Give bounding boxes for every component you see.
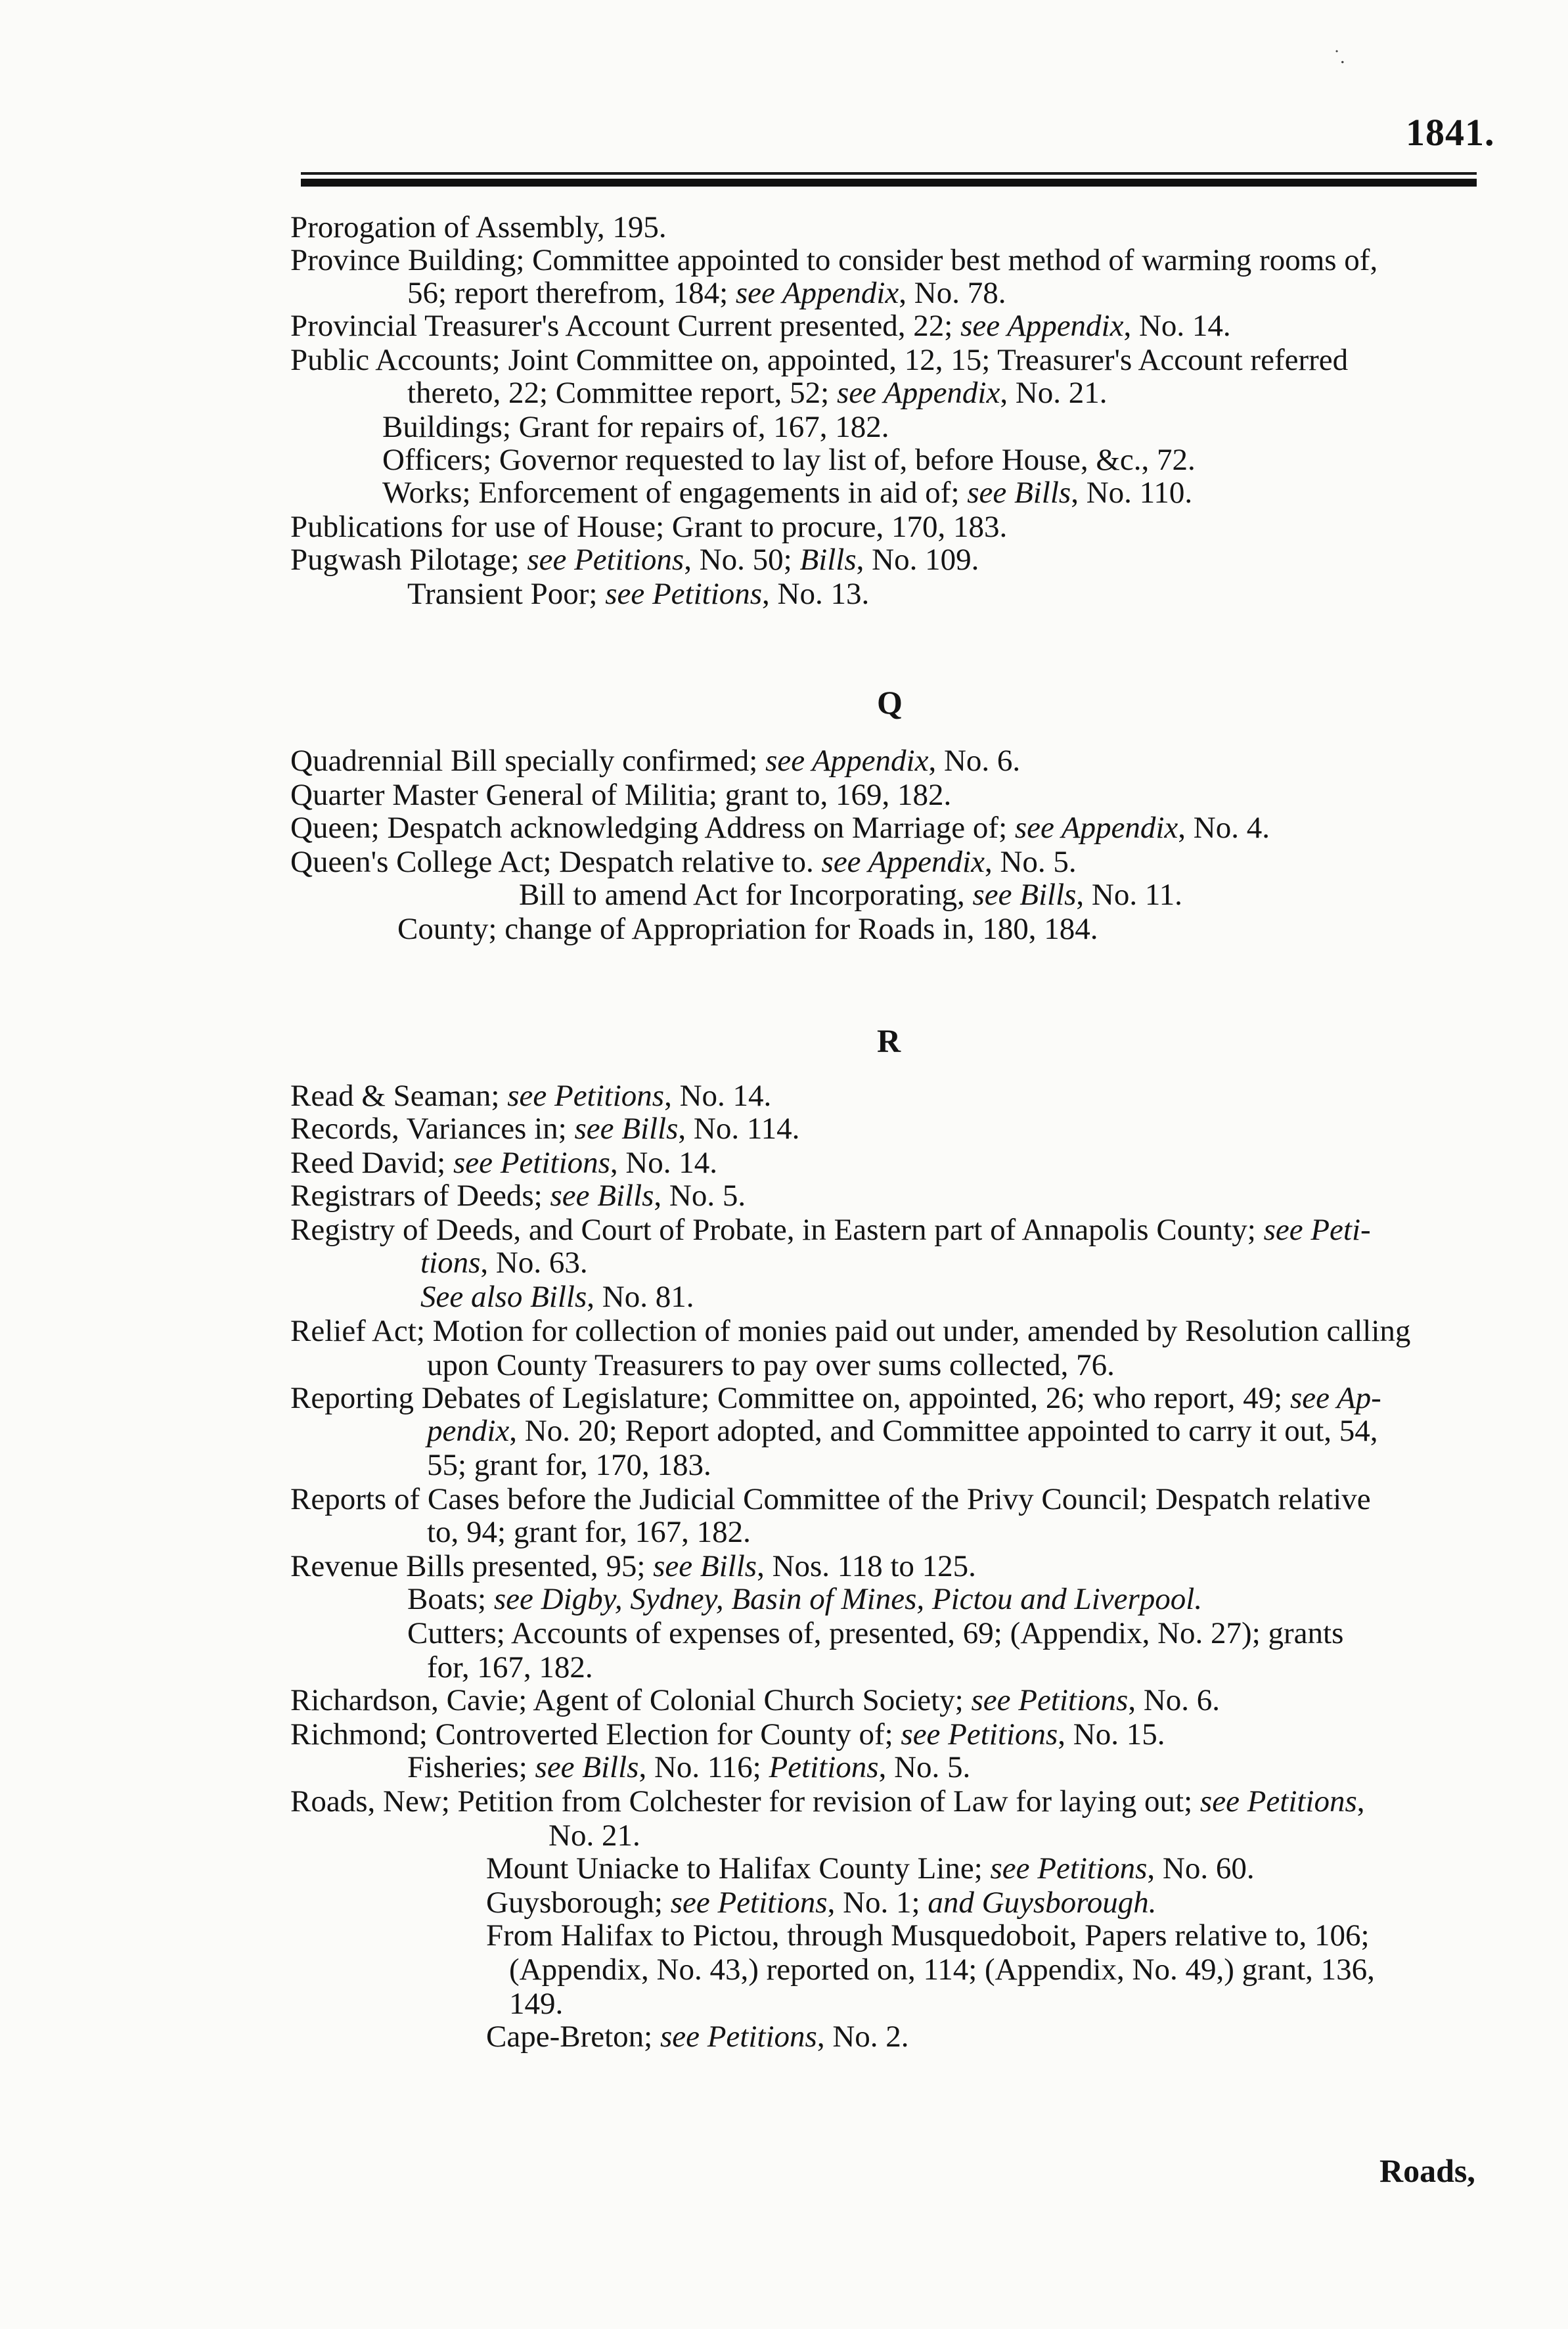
index-line: [549, 1817, 640, 1854]
index-text: , No. 4.: [1178, 811, 1270, 845]
italic-reference: see Petitions: [507, 1079, 665, 1113]
index-text: , No. 13.: [762, 577, 870, 611]
index-text: Public Accounts; Joint Committee on, appointed, 12, 15; Treasurer's Account referred: [290, 343, 1349, 377]
index-text: Works; Enforcement of engagements in aid of;: [382, 476, 968, 510]
index-text: , No. 81.: [587, 1280, 694, 1314]
index-text: , Nos. 118 to 125.: [757, 1549, 976, 1583]
index-text: County; change of Appropriation for Roads in, 180, 184.: [397, 912, 1098, 946]
italic-reference: and Guysborough.: [928, 1886, 1157, 1920]
index-line: [420, 1278, 694, 1315]
index-line: [427, 1413, 1378, 1449]
index-line: [427, 1649, 593, 1686]
index-text: Revenue Bills presented, 95;: [290, 1549, 654, 1583]
section-letter-r: R: [877, 1022, 901, 1059]
italic-reference: see Peti-: [1263, 1213, 1371, 1247]
index-line: [290, 844, 1077, 880]
index-line: [486, 1850, 1255, 1887]
index-line: [427, 1347, 1115, 1384]
index-text: 149.: [509, 1987, 564, 2021]
index-text: , No. 5.: [878, 1750, 971, 1784]
index-line: [290, 1211, 1371, 1248]
index-line: [382, 441, 1196, 478]
index-text: , No. 14.: [1123, 309, 1231, 343]
index-text: Boats;: [407, 1582, 494, 1616]
index-text: , No. 1;: [827, 1886, 928, 1920]
index-line: [519, 876, 1182, 913]
index-text: , No. 15.: [1058, 1717, 1165, 1752]
italic-reference: see Appendix: [765, 744, 929, 778]
index-text: Prorogation of Assembly, 195.: [290, 210, 667, 244]
index-text: 56; report therefrom, 184;: [407, 276, 736, 310]
index-line: [509, 1985, 563, 2022]
index-line: [290, 1783, 1365, 1820]
index-text: Queen's College Act; Despatch relative to.: [290, 845, 822, 879]
index-line: [407, 1615, 1343, 1652]
index-text: to, 94; grant for, 167, 182.: [427, 1515, 751, 1549]
index-line: [397, 911, 1098, 947]
index-text: Registry of Deeds, and Court of Probate, in Eastern part of Annapolis County;: [290, 1213, 1264, 1247]
index-text: , No. 14.: [610, 1146, 718, 1180]
index-line: [290, 1380, 1381, 1416]
index-line: [407, 1581, 1202, 1617]
index-text: , No. 2.: [817, 2020, 909, 2054]
index-text: , No. 116;: [638, 1750, 769, 1784]
italic-reference: see Petitions: [971, 1683, 1129, 1717]
index-text: Provincial Treasurer's Account Current presented, 22;: [290, 309, 961, 343]
index-text: , No. 63.: [480, 1246, 588, 1280]
italic-reference: tions: [420, 1246, 481, 1280]
index-line: [290, 1144, 717, 1181]
index-line: [290, 541, 979, 578]
index-line: [486, 2018, 909, 2055]
index-text: Buildings; Grant for repairs of, 167, 182.: [382, 410, 889, 444]
index-text: 55; grant for, 170, 183.: [427, 1448, 711, 1482]
index-line: [407, 1749, 970, 1786]
index-text: , No. 114.: [678, 1112, 800, 1146]
index-text: , No. 5.: [984, 845, 1077, 879]
italic-reference: Petitions: [769, 1750, 879, 1784]
index-text: Fisheries;: [407, 1750, 535, 1784]
index-text: Province Building; Committee appointed to consider best method of warming rooms of,: [290, 243, 1378, 277]
index-text: Richmond; Controverted Election for County of;: [290, 1717, 901, 1752]
index-line: [290, 209, 667, 246]
italic-reference: see Petitions: [990, 1851, 1148, 1886]
italic-reference: see Appendix: [960, 309, 1124, 343]
index-text: ,: [1356, 1784, 1365, 1819]
index-text: Cutters; Accounts of expenses of, presented, 69; (Appendix, No. 27); grants: [407, 1616, 1344, 1650]
italic-reference: see Digby, Sydney, Basin of Mines, Pictou and Liverpool.: [493, 1582, 1203, 1616]
header-rule-thin: [301, 172, 1477, 175]
index-line: [290, 1110, 799, 1147]
index-line: [427, 1514, 751, 1550]
index-text: , No. 21.: [1000, 376, 1108, 410]
index-line: [407, 275, 1006, 311]
index-text: , No. 78.: [899, 276, 1006, 310]
italic-reference: see Petitions: [660, 2020, 817, 2054]
italic-reference: see Bills: [535, 1750, 639, 1784]
index-line: [407, 374, 1108, 411]
italic-reference: see Appendix: [1014, 811, 1178, 845]
italic-reference: see Petitions: [527, 543, 684, 577]
index-line: [290, 1682, 1220, 1719]
italic-reference: see Petitions: [670, 1886, 828, 1920]
index-text: , No. 110.: [1071, 476, 1193, 510]
index-line: [290, 307, 1231, 344]
catchword: Roads,: [1379, 2152, 1475, 2189]
index-line: [290, 777, 951, 813]
index-text: Read & Seaman;: [290, 1079, 508, 1113]
italic-reference: see Bills: [967, 476, 1071, 510]
italic-reference: Bills: [799, 543, 857, 577]
italic-reference: see Bills: [972, 878, 1077, 912]
index-line: [382, 474, 1192, 511]
index-text: Queen; Despatch acknowledging Address on Marriage of;: [290, 811, 1015, 845]
index-text: Publications for use of House; Grant to procure, 170, 183.: [290, 510, 1008, 544]
section-letter-q: Q: [877, 684, 903, 721]
italic-reference: see Appendix: [836, 376, 1000, 410]
index-text: Reed David;: [290, 1146, 453, 1180]
index-line: [290, 1548, 976, 1585]
index-line: [290, 1716, 1165, 1753]
italic-reference: see Petitions: [605, 577, 763, 611]
index-line: [290, 242, 1378, 279]
index-text: From Halifax to Pictou, through Musquedoboit, Papers relative to, 106;: [486, 1918, 1370, 1953]
page-year-header: 1841.: [1406, 111, 1495, 154]
index-line: [486, 1884, 1156, 1921]
italic-reference: see Petitions: [453, 1146, 610, 1180]
index-text: , No. 6.: [928, 744, 1021, 778]
index-text: Roads, New; Petition from Colchester for revision of Law for laying out;: [290, 1784, 1200, 1819]
index-text: Mount Uniacke to Halifax County Line;: [486, 1851, 991, 1886]
index-line: [290, 342, 1348, 378]
index-line: [486, 1917, 1370, 1954]
index-text: Bill to amend Act for Incorporating,: [519, 878, 973, 912]
index-text: Richardson, Cavie; Agent of Colonial Church Society;: [290, 1683, 972, 1717]
index-text: Transient Poor;: [407, 577, 606, 611]
index-text: (Appendix, No. 43,) reported on, 114; (Appendix, No. 49,) grant, 136,: [509, 1953, 1375, 1987]
index-text: , No. 109.: [856, 543, 979, 577]
index-text: Registrars of Deeds;: [290, 1179, 550, 1213]
index-line: [290, 1077, 771, 1114]
index-text: thereto, 22; Committee report, 52;: [407, 376, 837, 410]
index-text: , No. 60.: [1147, 1851, 1255, 1886]
index-text: Reporting Debates of Legislature; Committee on, appointed, 26; who report, 49;: [290, 1381, 1290, 1415]
index-text: Records, Variances in;: [290, 1112, 575, 1146]
index-text: , No. 14.: [664, 1079, 772, 1113]
index-line: [290, 509, 1007, 545]
italic-reference: see Petitions: [901, 1717, 1058, 1752]
index-line: [290, 1177, 746, 1214]
header-rule-thick: [301, 179, 1477, 187]
italic-reference: pendix: [427, 1414, 510, 1448]
index-text: Guysborough;: [486, 1886, 671, 1920]
index-text: Officers; Governor requested to lay list of, before House, &c., 72.: [382, 443, 1196, 477]
italic-reference: see Appendix: [821, 845, 985, 879]
index-line: [290, 809, 1270, 846]
index-line: [290, 1313, 1410, 1349]
index-line: [290, 742, 1020, 779]
italic-reference: see Petitions: [1199, 1784, 1357, 1819]
index-text: upon County Treasurers to pay over sums collected, 76.: [427, 1348, 1115, 1382]
italic-reference: See also Bills: [420, 1280, 587, 1314]
index-text: , No. 20; Report adopted, and Committee appointed to carry it out, 54,: [509, 1414, 1378, 1448]
index-text: Cape-Breton;: [486, 2020, 660, 2054]
index-line: [382, 409, 889, 445]
italic-reference: see Bills: [550, 1179, 654, 1213]
index-line: [427, 1447, 711, 1483]
index-text: , No. 50;: [684, 543, 800, 577]
italic-reference: see Bills: [653, 1549, 757, 1583]
index-text: Quarter Master General of Militia; grant to, 169, 182.: [290, 778, 952, 812]
index-line: [407, 576, 869, 612]
index-line: [509, 1951, 1375, 1988]
index-text: , No. 6.: [1128, 1683, 1221, 1717]
index-text: Quadrennial Bill specially confirmed;: [290, 744, 766, 778]
index-text: for, 167, 182.: [427, 1650, 593, 1685]
index-text: , No. 11.: [1076, 878, 1182, 912]
ink-speck: ˙.: [1333, 46, 1345, 68]
index-text: No. 21.: [549, 1819, 640, 1853]
index-text: Reports of Cases before the Judicial Committee of the Privy Council; Despatch relative: [290, 1482, 1371, 1516]
index-line: [420, 1244, 588, 1281]
index-text: Relief Act; Motion for collection of monies paid out under, amended by Resolution calling: [290, 1314, 1411, 1348]
index-line: [290, 1481, 1371, 1518]
italic-reference: see Appendix: [735, 276, 899, 310]
index-text: , No. 5.: [654, 1179, 746, 1213]
index-text: Pugwash Pilotage;: [290, 543, 527, 577]
italic-reference: see Bills: [574, 1112, 679, 1146]
italic-reference: see Ap-: [1289, 1381, 1381, 1415]
